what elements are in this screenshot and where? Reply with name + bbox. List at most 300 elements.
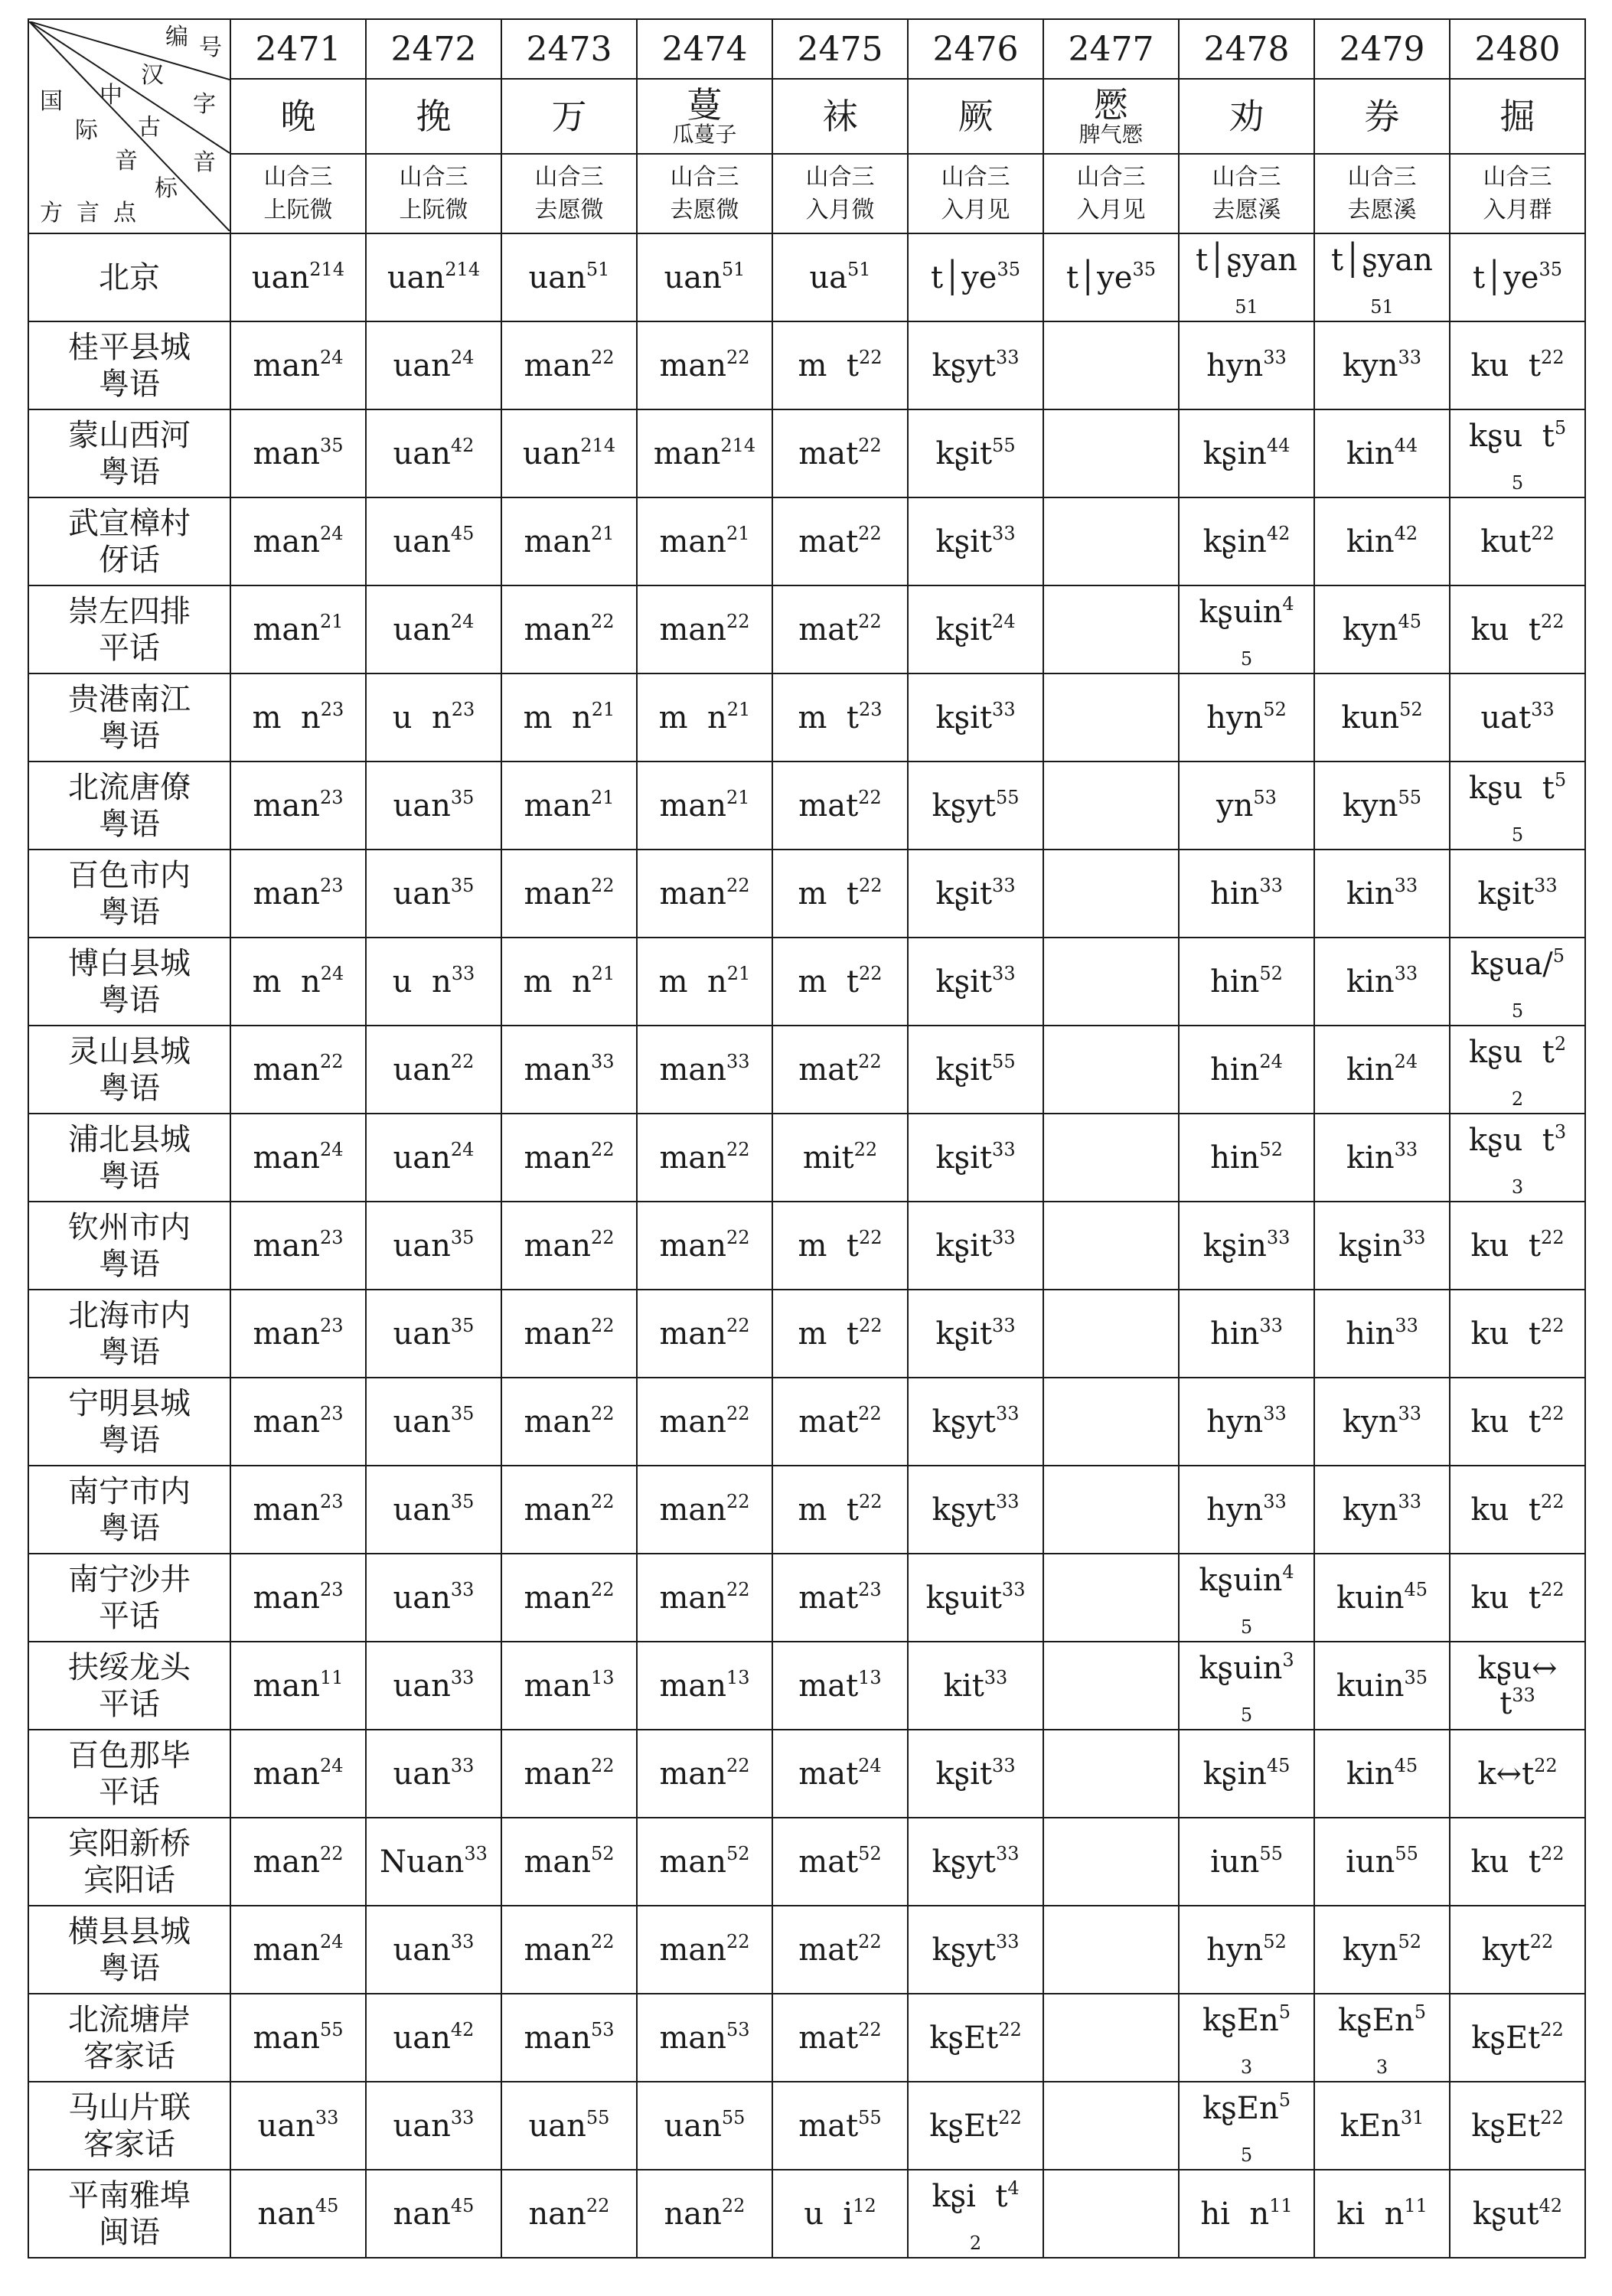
ipa-transcription xyxy=(659,2020,749,2056)
tone-value: 22 xyxy=(1534,1754,1558,1776)
tone-value: 35 xyxy=(450,874,475,896)
dialect-point-cell xyxy=(28,1642,230,1730)
tone-value: 22 xyxy=(1540,346,1565,368)
column-number-cell xyxy=(1043,19,1179,79)
tone-value: 23 xyxy=(320,1314,344,1336)
ipa-segment: mat xyxy=(798,1932,859,1968)
tone-value: 22 xyxy=(726,1226,750,1248)
dialect-row xyxy=(28,673,1585,762)
ipa-transcription xyxy=(926,1580,1026,1616)
pronunciation-cell xyxy=(1043,585,1179,673)
ipa-transcription xyxy=(659,1228,749,1264)
ipa-segment: uan xyxy=(393,347,451,383)
ipa-segment: kʂin xyxy=(1202,1228,1267,1264)
tone-value: 22 xyxy=(1540,610,1565,632)
tone-value: 214 xyxy=(720,434,756,456)
ipa-segment: iun xyxy=(1210,1844,1260,1880)
category-tone-initial: 去愿微 xyxy=(534,197,604,223)
ipa-segment: man xyxy=(659,1228,726,1264)
pronunciation-cell xyxy=(1314,1378,1450,1466)
ipa-transcription xyxy=(1199,1649,1294,1726)
ipa-segment: uan xyxy=(393,1052,451,1088)
tone-value: 51 xyxy=(586,258,610,280)
tone-value: 22 xyxy=(591,1754,615,1776)
tone-value: 22 xyxy=(726,1578,750,1600)
ipa-segment: hin xyxy=(1210,876,1260,912)
ipa-transcription xyxy=(1216,788,1277,823)
tone-value: 52 xyxy=(1259,962,1283,984)
dialect-location: 宾阳新桥 xyxy=(68,1825,191,1861)
pronunciation-cell xyxy=(501,1466,637,1554)
pronunciation-cell xyxy=(1179,409,1314,497)
tone-value: 22 xyxy=(320,1050,344,1072)
tone-value: 22 xyxy=(726,1754,750,1776)
pronunciation-cell xyxy=(908,321,1043,409)
dialect-point-cell xyxy=(28,1466,230,1554)
tone-value: 22 xyxy=(998,2018,1022,2040)
ipa-transcription xyxy=(1346,1316,1418,1352)
pronunciation-cell xyxy=(1314,2170,1450,2258)
ipa-transcription xyxy=(253,788,343,823)
pronunciation-cell xyxy=(1179,2082,1314,2170)
ipa-transcription xyxy=(524,1052,614,1088)
pronunciation-cell xyxy=(501,1290,637,1378)
pronunciation-cell xyxy=(772,585,908,673)
pronunciation-cell xyxy=(772,673,908,762)
tone-value: 52 xyxy=(1398,1930,1422,1952)
ipa-transcription xyxy=(524,1668,614,1704)
ipa-transcription xyxy=(523,436,615,471)
ipa-segment: man xyxy=(524,1668,591,1704)
ipa-transcription xyxy=(809,260,870,295)
tone-value: 44 xyxy=(1394,434,1418,456)
ipa-segment: kʂin xyxy=(1202,435,1267,471)
ipa-segment: t│ye xyxy=(1473,259,1539,295)
ipa-transcription xyxy=(529,2108,610,2144)
ipa-transcription xyxy=(253,700,344,735)
ipa-segment: kʂit xyxy=(935,1228,993,1264)
pronunciation-cell xyxy=(1179,850,1314,938)
corner-label-hao: 号 xyxy=(199,34,222,61)
pronunciation-cell xyxy=(501,1818,637,1906)
category-tone-initial: 入月见 xyxy=(1076,197,1146,223)
tone-value-continued: 3 xyxy=(1375,2056,1388,2078)
pronunciation-cell xyxy=(637,1290,772,1378)
pronunciation-cell xyxy=(366,409,501,497)
number-row xyxy=(28,19,1585,79)
ipa-segment: uan xyxy=(393,612,451,647)
pronunciation-cell xyxy=(366,1906,501,1994)
dialect-location: 崇左四排 xyxy=(68,593,191,629)
tone-value: 22 xyxy=(858,610,882,632)
pronunciation-cell xyxy=(230,1730,366,1818)
ipa-segment: Nuan xyxy=(380,1844,465,1880)
pronunciation-cell xyxy=(772,2170,908,2258)
ipa-transcription xyxy=(1340,2108,1424,2144)
pronunciation-cell xyxy=(1043,1026,1179,1114)
tone-value: 22 xyxy=(858,1226,883,1248)
ipa-segment: uan xyxy=(664,2108,722,2144)
ipa-transcription xyxy=(253,1316,343,1352)
pronunciation-cell xyxy=(1314,1114,1450,1202)
tone-value: 33 xyxy=(992,1314,1016,1336)
ipa-segment: man xyxy=(659,1316,726,1352)
ipa-transcription xyxy=(1471,2020,1564,2056)
tone-value: 55 xyxy=(992,434,1016,456)
dialect-row xyxy=(28,938,1585,1026)
ipa-transcription xyxy=(529,260,610,295)
pronunciation-cell xyxy=(1450,1466,1585,1554)
category-tone-initial: 入月微 xyxy=(805,197,875,223)
ipa-segment: man xyxy=(524,1756,591,1792)
pronunciation-cell xyxy=(1314,938,1450,1026)
tone-value: 22 xyxy=(591,1930,615,1952)
pronunciation-cell xyxy=(1314,497,1450,585)
ipa-segment: kʂEt xyxy=(929,2020,999,2056)
tone-value: 23 xyxy=(320,874,344,896)
ipa-segment: mat xyxy=(798,1668,859,1704)
column-number: 2479 xyxy=(1339,29,1425,69)
pronunciation-cell xyxy=(908,1466,1043,1554)
tone-value: 22 xyxy=(858,1314,883,1336)
ipa-transcription xyxy=(253,1932,343,1968)
ipa-segment: kʂu t xyxy=(1468,1122,1555,1158)
dialect-row xyxy=(28,321,1585,409)
character: 万 xyxy=(551,95,587,137)
ipa-transcription xyxy=(1206,1404,1287,1440)
category-tone-initial: 去愿溪 xyxy=(1212,197,1281,223)
ipa-segment: u n xyxy=(392,700,452,735)
tone-value: 22 xyxy=(858,874,883,896)
pronunciation-cell xyxy=(1043,233,1179,321)
ipa-transcription xyxy=(1343,1492,1421,1528)
pronunciation-cell xyxy=(1043,850,1179,938)
ipa-transcription xyxy=(257,2194,339,2232)
dialect-location: 桂平县城 xyxy=(68,329,191,365)
pronunciation-cell xyxy=(230,850,366,938)
pronunciation-cell xyxy=(1043,409,1179,497)
dialect-row xyxy=(28,1554,1585,1642)
pronunciation-cell xyxy=(772,1202,908,1290)
middle-chinese-category-cell xyxy=(230,154,366,233)
dialect-location: 蒙山西河 xyxy=(68,417,191,453)
ipa-transcription xyxy=(798,788,881,823)
column-number: 2472 xyxy=(390,29,477,69)
ipa-segment: hin xyxy=(1346,1316,1395,1352)
tone-value-continued: 5 xyxy=(1240,1616,1253,1638)
ipa-transcription xyxy=(1470,1316,1564,1352)
ipa-segment: uan xyxy=(393,1668,451,1704)
ipa-segment: uan xyxy=(528,259,586,295)
ipa-segment: man xyxy=(253,1404,320,1440)
dialect-group: 粤语 xyxy=(99,366,160,402)
ipa-segment: man xyxy=(524,2020,591,2056)
pronunciation-cell xyxy=(1043,1906,1179,1994)
dialect-row xyxy=(28,1114,1585,1202)
ipa-segment: hin xyxy=(1210,1140,1260,1176)
ipa-segment: kʂu t xyxy=(1468,1034,1555,1070)
pronunciation-cell xyxy=(501,673,637,762)
character-gloss: 脾气憠 xyxy=(1078,122,1144,148)
ipa-segment: mat xyxy=(798,1052,859,1088)
tone-value: 24 xyxy=(320,1138,344,1160)
ipa-segment: yn xyxy=(1216,788,1254,823)
ipa-transcription xyxy=(1343,1932,1421,1968)
tone-value: 35 xyxy=(450,1402,475,1424)
pronunciation-cell xyxy=(908,1906,1043,1994)
dialect-point-cell xyxy=(28,497,230,585)
tone-value: 21 xyxy=(591,698,615,720)
ipa-segment: kʂi t xyxy=(932,2178,1008,2214)
pronunciation-cell xyxy=(772,1114,908,1202)
ipa-segment: kʂyt xyxy=(932,1404,996,1440)
pronunciation-cell xyxy=(637,938,772,1026)
pronunciation-cell xyxy=(1179,1114,1314,1202)
ipa-segment: uan xyxy=(393,2020,451,2056)
tone-value: 22 xyxy=(858,2018,882,2040)
tone-value: 24 xyxy=(1394,1050,1418,1072)
ipa-segment: ki n xyxy=(1336,2196,1405,2232)
ipa-transcription xyxy=(524,964,615,1000)
dialect-row xyxy=(28,1378,1585,1466)
tone-value: 42 xyxy=(1394,522,1418,544)
ipa-transcription xyxy=(798,348,883,383)
dialect-group: 粤语 xyxy=(99,1070,160,1106)
pronunciation-cell xyxy=(1043,1554,1179,1642)
pronunciation-cell xyxy=(637,1378,772,1466)
ipa-segment: uan xyxy=(387,259,445,295)
pronunciation-cell xyxy=(366,1202,501,1290)
character-cell xyxy=(230,79,366,154)
corner-label-han: 汉 xyxy=(141,62,164,89)
dialect-group: 平话 xyxy=(99,1774,160,1810)
ipa-transcription xyxy=(659,1844,749,1880)
ipa-segment: man xyxy=(253,788,320,823)
tone-value: 22 xyxy=(1540,1226,1565,1248)
ipa-segment: kun xyxy=(1341,700,1400,735)
character-cell xyxy=(1179,79,1314,154)
ipa-transcription xyxy=(664,260,746,295)
column-number-cell xyxy=(1450,19,1585,79)
tone-value: 55 xyxy=(858,2106,882,2128)
ipa-transcription xyxy=(393,1316,475,1352)
pronunciation-cell xyxy=(1450,2170,1585,2258)
middle-chinese-category-cell xyxy=(772,154,908,233)
pronunciation-cell xyxy=(230,1818,366,1906)
pronunciation-cell xyxy=(1179,1642,1314,1730)
pronunciation-cell xyxy=(1179,1554,1314,1642)
dialect-group: 宾阳话 xyxy=(83,1862,175,1898)
pronunciation-cell xyxy=(772,2082,908,2170)
tone-value: 33 xyxy=(1263,1402,1287,1424)
pronunciation-cell xyxy=(230,1554,366,1642)
pronunciation-cell xyxy=(772,233,908,321)
tone-value: 35 xyxy=(1539,258,1562,280)
ipa-segment: uan xyxy=(393,2108,451,2144)
pronunciation-cell xyxy=(1314,321,1450,409)
ipa-segment: kʂin xyxy=(1202,1756,1267,1792)
tone-value: 21 xyxy=(591,786,615,808)
tone-value: 5 xyxy=(1554,416,1567,439)
pronunciation-cell xyxy=(1043,1202,1179,1290)
tone-value: 23 xyxy=(451,698,475,720)
dialect-group: 粤语 xyxy=(99,1510,160,1546)
dialect-location: 北海市内 xyxy=(68,1297,191,1333)
dialect-point-cell xyxy=(28,585,230,673)
pronunciation-cell xyxy=(230,938,366,1026)
dialect-location: 武宣樟村 xyxy=(68,505,191,541)
ipa-transcription xyxy=(659,1404,749,1440)
tone-value: 24 xyxy=(320,346,344,368)
tone-value-continued: 3 xyxy=(1240,2056,1253,2078)
category-tone-initial: 入月见 xyxy=(941,197,1010,223)
ipa-transcription xyxy=(935,436,1015,471)
ipa-segment: kin xyxy=(1346,1140,1395,1176)
ipa-transcription xyxy=(1203,436,1291,471)
ipa-transcription xyxy=(252,260,344,295)
ipa-transcription xyxy=(253,1140,343,1176)
ipa-segment: uan xyxy=(257,2108,315,2144)
pronunciation-cell xyxy=(637,1026,772,1114)
dialect-group: 粤语 xyxy=(99,894,160,930)
tone-value: 33 xyxy=(992,698,1016,720)
ipa-transcription xyxy=(393,2194,475,2232)
ipa-transcription xyxy=(1470,944,1565,1022)
ipa-transcription xyxy=(524,1932,614,1968)
tone-value: 42 xyxy=(450,2018,475,2040)
pronunciation-cell xyxy=(501,233,637,321)
ipa-transcription xyxy=(1480,700,1554,735)
ipa-segment: man xyxy=(253,1932,320,1968)
dialect-point-cell xyxy=(28,1378,230,1466)
ipa-transcription xyxy=(393,964,475,1000)
dialect-location: 横县县城 xyxy=(68,1913,191,1949)
pronunciation-cell xyxy=(1450,1642,1585,1730)
pronunciation-cell xyxy=(366,233,501,321)
tone-value: 24 xyxy=(450,610,475,632)
ipa-transcription xyxy=(253,524,343,559)
ipa-transcription xyxy=(1210,1844,1283,1880)
pronunciation-cell xyxy=(637,1466,772,1554)
pronunciation-cell xyxy=(637,233,772,321)
ipa-segment: kin xyxy=(1346,964,1395,1000)
ipa-segment: kʂit xyxy=(935,876,993,912)
dialect-location: 贵港南江 xyxy=(68,681,191,717)
category-rhyme: 山合三 xyxy=(670,163,739,191)
pronunciation-cell xyxy=(366,585,501,673)
pronunciation-cell xyxy=(772,938,908,1026)
pronunciation-cell xyxy=(501,409,637,497)
dialect-row xyxy=(28,585,1585,673)
ipa-segment: mat xyxy=(798,1844,859,1880)
ipa-segment: u i xyxy=(804,2196,853,2232)
pronunciation-cell xyxy=(1043,2170,1179,2258)
tone-value: 24 xyxy=(320,522,344,544)
ipa-segment: kʂu t xyxy=(1468,418,1555,454)
ipa-segment: man xyxy=(659,788,726,823)
tone-value: 22 xyxy=(726,346,750,368)
dialect-row xyxy=(28,2082,1585,2170)
dialect-row xyxy=(28,850,1585,938)
tone-value: 33 xyxy=(591,1050,615,1072)
ipa-segment: kyn xyxy=(1342,1492,1398,1528)
ipa-segment: kyn xyxy=(1342,1404,1398,1440)
ipa-segment: man xyxy=(253,1668,320,1704)
ipa-transcription xyxy=(253,964,344,1000)
tone-value: 52 xyxy=(1263,1930,1287,1952)
dialect-row xyxy=(28,762,1585,850)
ipa-transcription xyxy=(253,1492,343,1528)
tone-value-continued: 5 xyxy=(1511,471,1524,494)
ipa-segment: kuin xyxy=(1336,1668,1405,1704)
ipa-transcription xyxy=(798,876,883,912)
ipa-segment: man xyxy=(524,788,591,823)
dialect-point-cell xyxy=(28,673,230,762)
pronunciation-cell xyxy=(366,1114,501,1202)
tone-value: 22 xyxy=(1540,1490,1565,1512)
ipa-segment: man xyxy=(524,876,591,912)
tone-value: 33 xyxy=(1398,346,1422,368)
corner-label-yan: 言 xyxy=(77,200,100,227)
dialect-point-cell xyxy=(28,1114,230,1202)
ipa-segment: man xyxy=(253,1140,320,1176)
tone-value: 33 xyxy=(995,346,1020,368)
pronunciation-cell xyxy=(1179,497,1314,585)
pronunciation-cell xyxy=(501,1642,637,1730)
ipa-transcription xyxy=(393,1580,475,1616)
tone-value: 55 xyxy=(1398,786,1422,808)
ipa-segment: kʂEt xyxy=(1471,2020,1541,2056)
ipa-segment: uan xyxy=(664,259,722,295)
tone-value: 35 xyxy=(997,258,1020,280)
tone-value: 214 xyxy=(580,434,616,456)
ipa-transcription xyxy=(1343,1404,1421,1440)
tone-value: 33 xyxy=(1263,346,1287,368)
ipa-transcription xyxy=(935,964,1015,1000)
pronunciation-cell xyxy=(772,1906,908,1994)
pronunciation-cell xyxy=(1179,938,1314,1026)
ipa-segment: kʂyt xyxy=(932,1492,996,1528)
ipa-segment: k↔t xyxy=(1477,1756,1535,1792)
pronunciation-cell xyxy=(772,1642,908,1730)
tone-value: 23 xyxy=(320,1402,344,1424)
pronunciation-cell xyxy=(1314,673,1450,762)
dialect-row xyxy=(28,1906,1585,1994)
ipa-transcription xyxy=(1346,1052,1418,1088)
ipa-transcription xyxy=(1468,1032,1567,1110)
pronunciation-cell xyxy=(1450,1994,1585,2082)
ipa-segment: kʂuin xyxy=(1199,1650,1283,1686)
tone-value: 23 xyxy=(320,1578,344,1600)
ipa-segment: kʂyt xyxy=(932,1932,996,1968)
tone-value: 11 xyxy=(1269,2194,1293,2216)
ipa-transcription xyxy=(393,1668,475,1704)
ipa-transcription xyxy=(935,700,1015,735)
ipa-transcription xyxy=(664,2194,746,2232)
ipa-transcription xyxy=(393,2020,475,2056)
tone-value: 22 xyxy=(858,962,883,984)
tone-value: 33 xyxy=(1534,874,1558,896)
ipa-segment: kʂuin xyxy=(1199,594,1283,630)
dialect-row xyxy=(28,1466,1585,1554)
middle-chinese-category-cell xyxy=(366,154,501,233)
ipa-transcription xyxy=(393,1228,475,1264)
category-tone-initial: 去愿溪 xyxy=(1347,197,1417,223)
ipa-segment: kʂit xyxy=(935,435,993,471)
ipa-transcription xyxy=(1468,416,1567,494)
ipa-transcription xyxy=(1196,242,1297,318)
ipa-segment: hyn xyxy=(1206,1404,1264,1440)
